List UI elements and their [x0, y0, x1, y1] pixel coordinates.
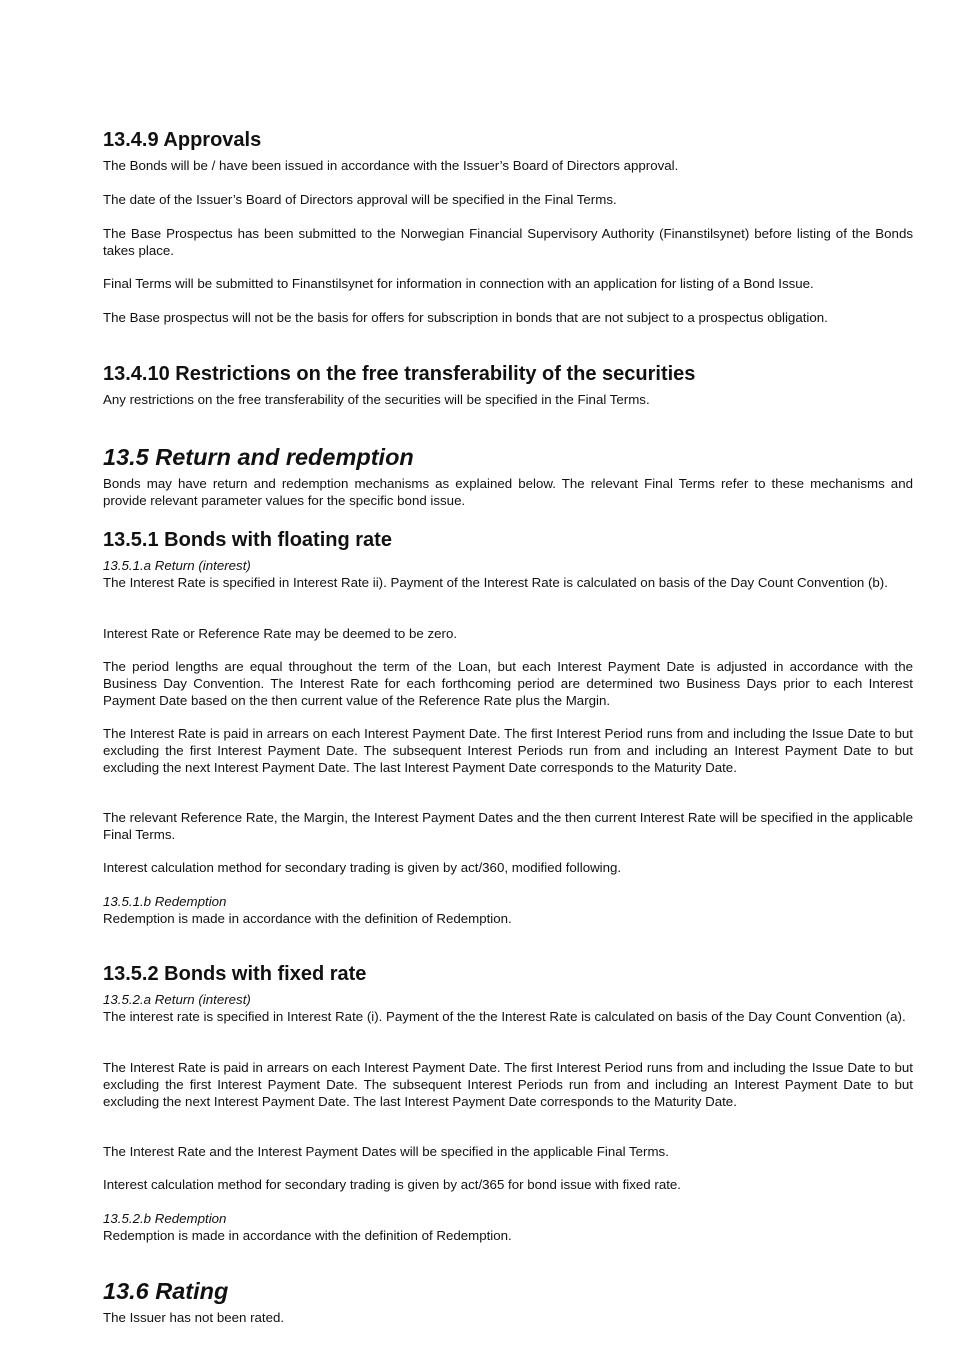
- paragraph: The Interest Rate is paid in arrears on each Interest Payment Date. The first Interest Period runs from and including the Issue Date to but excluding the first Interest Payment Date. The subsequent Interest Periods run from and including an Interest Payment Date to but excluding the next Interest Payment Date. The last Interest Payment Date corresponds to the Maturity Date.: [103, 1060, 913, 1109]
- paragraph: Interest calculation method for secondary trading is given by act/360, modified following.: [103, 860, 622, 875]
- paragraph: The Base Prospectus has been submitted to the Norwegian Financial Supervisory Authority (Finanstilsynet) before listing of the Bonds takes place.: [103, 226, 913, 258]
- paragraph: Interest calculation method for secondary trading is given by act/365 for bond issue with fixed rate.: [103, 1177, 681, 1192]
- subheading-return-interest: 13.5.1.a Return (interest): [103, 558, 251, 573]
- subheading-return-interest: 13.5.2.a Return (interest): [103, 992, 251, 1007]
- paragraph: Interest Rate or Reference Rate may be deemed to be zero.: [103, 626, 458, 641]
- paragraph: The Bonds will be / have been issued in accordance with the Issuer’s Board of Directors approval.: [103, 158, 679, 173]
- heading-fixed-rate: 13.5.2 Bonds with fixed rate: [103, 963, 367, 985]
- paragraph: The Interest Rate is specified in Interest Rate ii). Payment of the Interest Rate is calculated on basis of the Day Count Convention (b).: [103, 575, 888, 590]
- paragraph: The date of the Issuer’s Board of Directors approval will be specified in the Final Terms.: [103, 192, 617, 207]
- paragraph: The interest rate is specified in Interest Rate (i). Payment of the the Interest Rate is calculated on basis of the Day Count Convention (a).: [103, 1009, 906, 1024]
- subheading-redemption: 13.5.1.b Redemption: [103, 894, 227, 909]
- paragraph: Final Terms will be submitted to Finanstilsynet for information in connection with an application for listing of a Bond Issue.: [103, 276, 814, 291]
- heading-rating: 13.6 Rating: [103, 1278, 229, 1304]
- heading-restrictions: 13.4.10 Restrictions on the free transferability of the securities: [103, 363, 696, 385]
- paragraph: The relevant Reference Rate, the Margin, the Interest Payment Dates and the then current Interest Rate will be specified in the applicable Final Terms.: [103, 810, 913, 842]
- paragraph: Redemption is made in accordance with the definition of Redemption.: [103, 1228, 512, 1243]
- paragraph: The Issuer has not been rated.: [103, 1310, 285, 1325]
- paragraph: Bonds may have return and redemption mechanisms as explained below. The relevant Final Terms refer to these mechanisms and provide relevant parameter values for the specific bond issue.: [103, 476, 913, 508]
- subheading-redemption: 13.5.2.b Redemption: [103, 1211, 227, 1226]
- paragraph: Redemption is made in accordance with the definition of Redemption.: [103, 911, 512, 926]
- paragraph: The Interest Rate and the Interest Payment Dates will be specified in the applicable Final Terms.: [103, 1144, 669, 1159]
- heading-approvals: 13.4.9 Approvals: [103, 129, 262, 151]
- paragraph: The Base prospectus will not be the basis for offers for subscription in bonds that are not subject to a prospectus obligation.: [103, 310, 828, 325]
- heading-floating-rate: 13.5.1 Bonds with floating rate: [103, 529, 392, 551]
- paragraph: The Interest Rate is paid in arrears on each Interest Payment Date. The first Interest Period runs from and including the Issue Date to but excluding the first Interest Payment Date. The subsequent Interest Periods run from and including an Interest Payment Date to but excluding the next Interest Payment Date. The last Interest Payment Date corresponds to the Maturity Date.: [103, 726, 913, 775]
- paragraph: Any restrictions on the free transferability of the securities will be specified in the Final Terms.: [103, 392, 650, 407]
- paragraph: The period lengths are equal throughout the term of the Loan, but each Interest Payment Date is adjusted in accordance with the Business Day Convention. The Interest Rate for each forthcoming period are determined two Business Days prior to each Interest Payment Date based on the then current value of the Reference Rate plus the Margin.: [103, 659, 913, 708]
- heading-return-and-redemption: 13.5 Return and redemption: [103, 444, 414, 470]
